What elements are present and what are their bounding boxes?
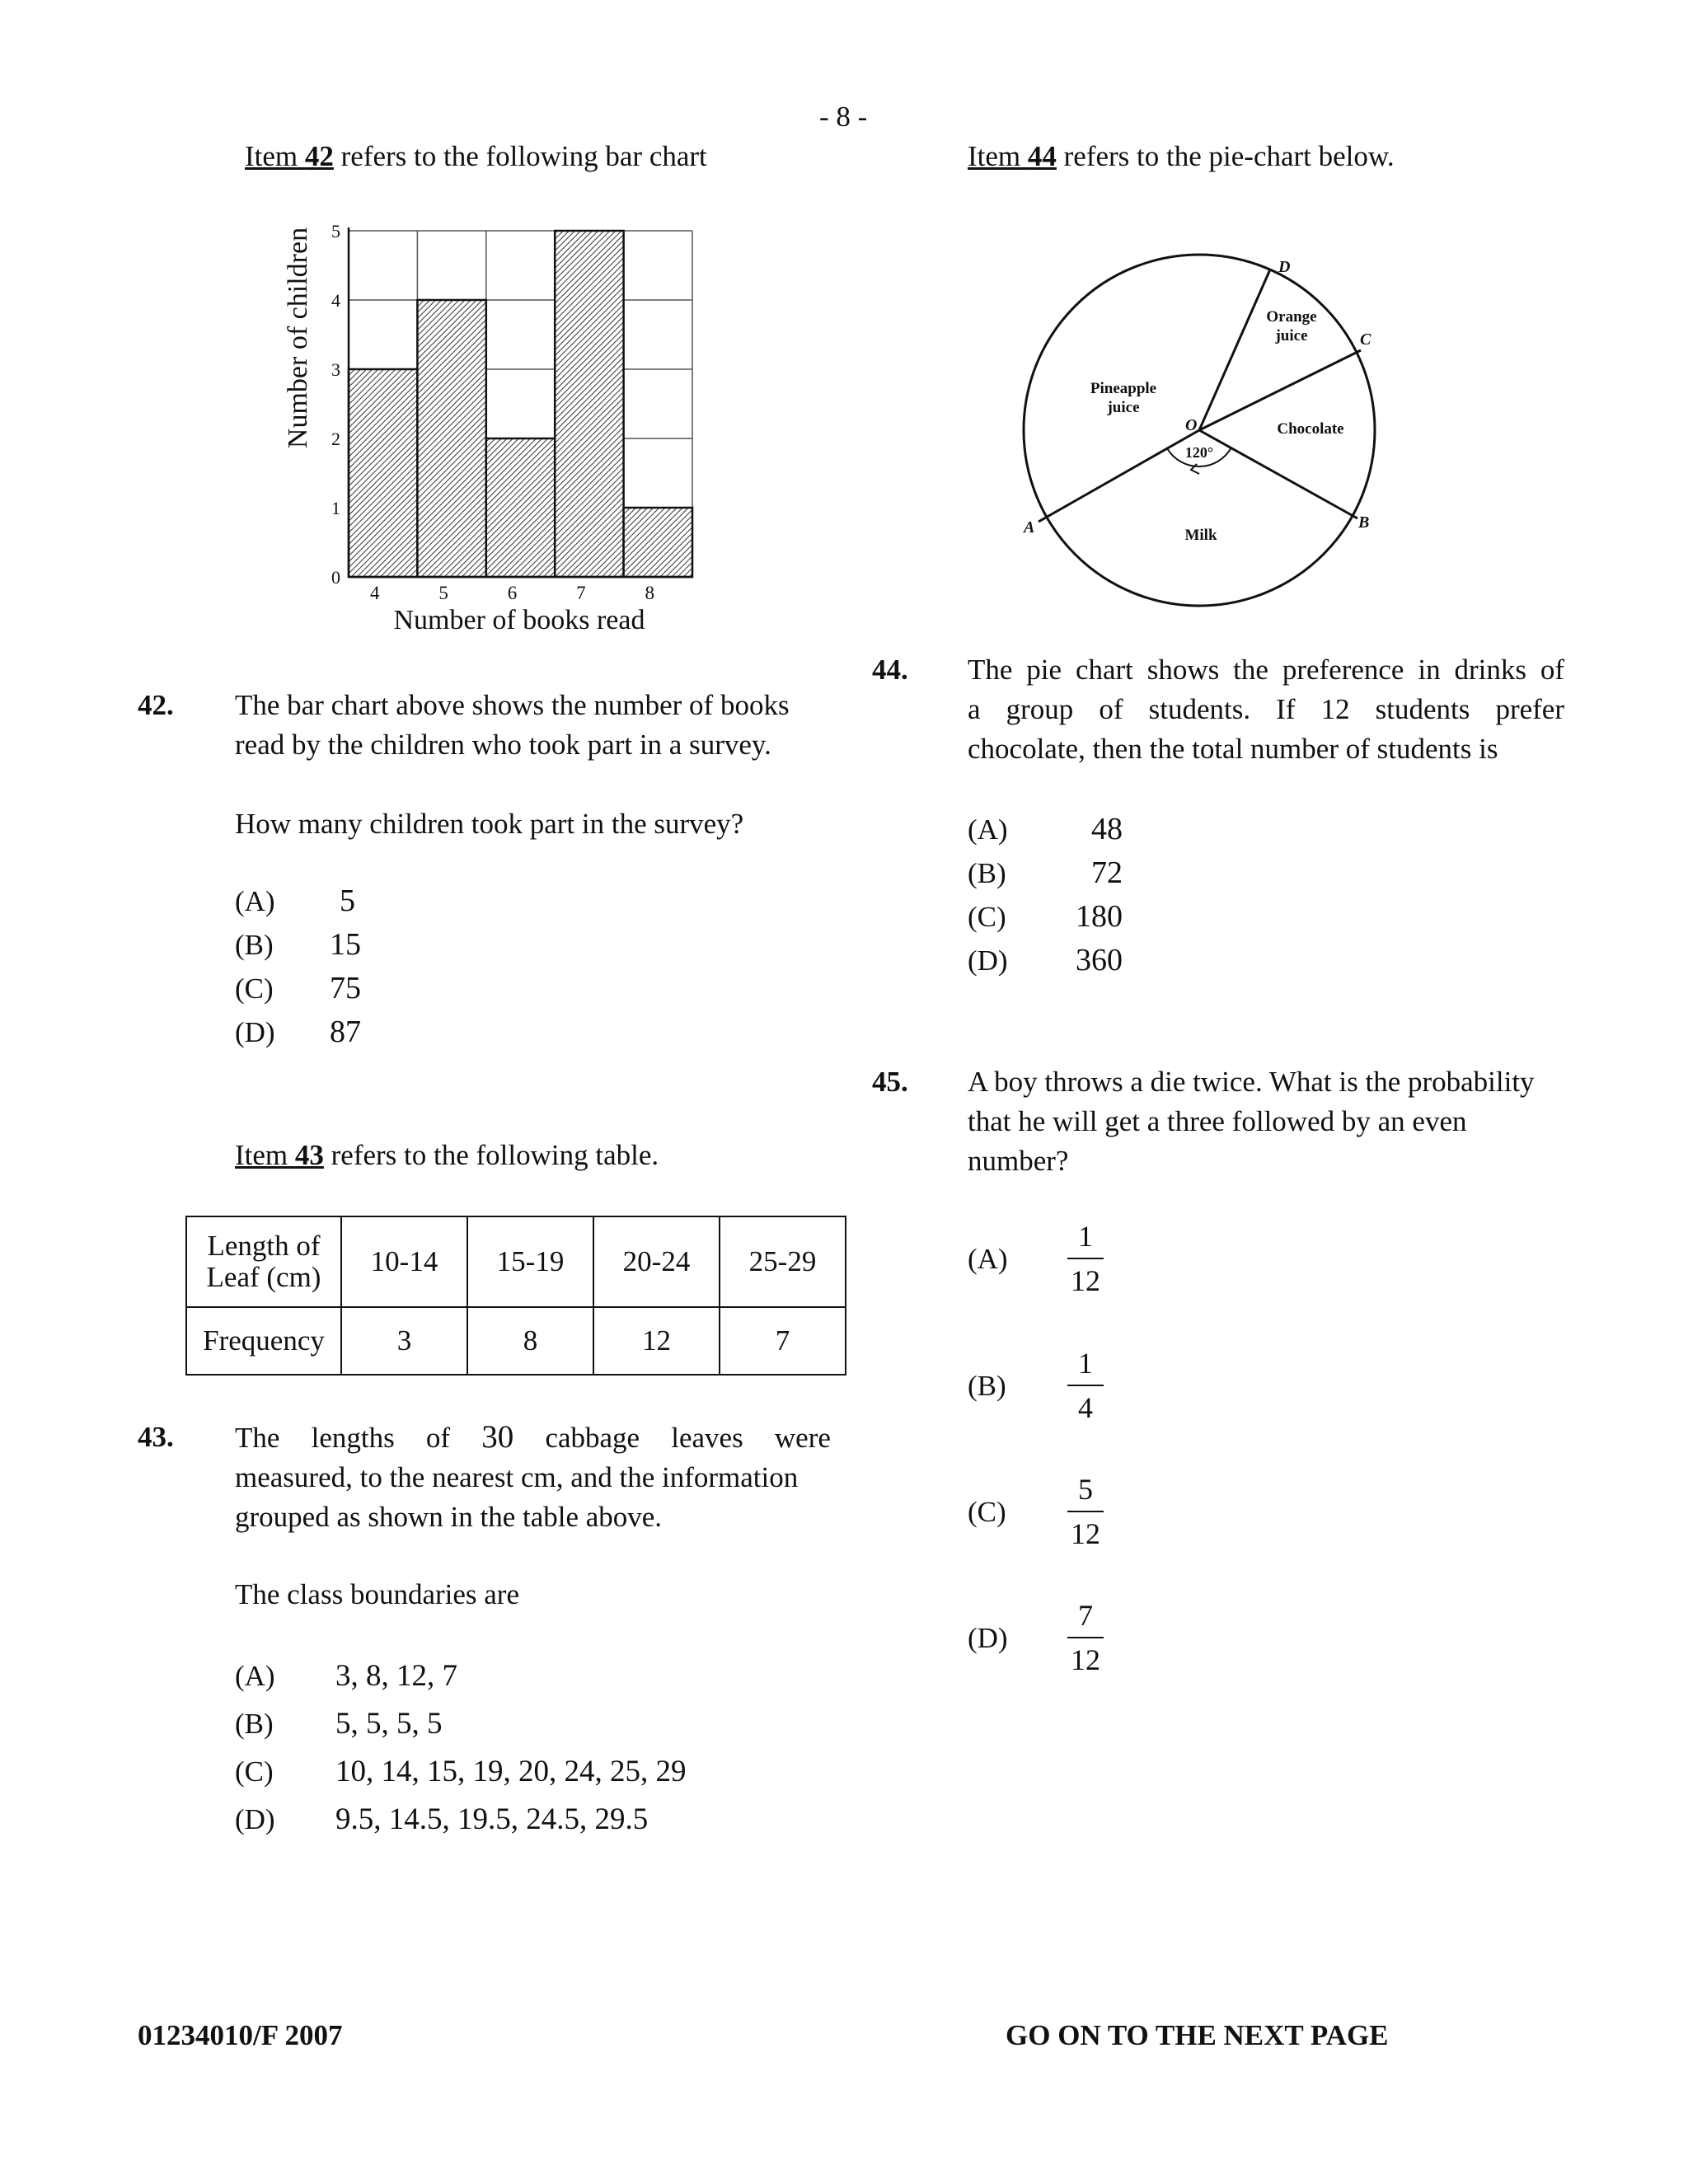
q43-option-a[interactable]: (A) 3, 8, 12, 7 [235, 1659, 457, 1693]
chart-x-ticks [370, 583, 654, 603]
pie-point-b: B [1358, 513, 1370, 532]
pie-point-o: O [1185, 416, 1198, 434]
leaf-table-row-frequency [186, 1307, 846, 1375]
pie-label-orange-2: juice [1275, 327, 1308, 344]
leaf-table-header-frequency: Frequency [186, 1307, 341, 1375]
bar-chart [280, 210, 709, 647]
bar-8 [624, 508, 692, 577]
q45-line3: number? [968, 1145, 1069, 1177]
pie-label-milk: Milk [1184, 527, 1217, 544]
x-tick-label: 7 [576, 583, 586, 603]
q44-option-b[interactable]: (B) 72 [968, 855, 1123, 890]
chart-bars [349, 231, 692, 577]
q45-text [968, 1062, 1578, 1181]
fraction-bar [1067, 1258, 1104, 1259]
pie-point-a: A [1024, 518, 1035, 537]
leaf-table-frequency: 12 [593, 1307, 720, 1375]
pie-radius-od [1199, 269, 1270, 430]
item-42-intro-word: Item 42 [245, 140, 334, 172]
bar-5 [417, 300, 485, 577]
leaf-table-range: 25-29 [720, 1216, 846, 1307]
pie-radius-oa [1039, 430, 1199, 522]
q45-option-d-label[interactable]: (D) [968, 1622, 1008, 1654]
pie-chart [1014, 239, 1385, 626]
q44-text [968, 650, 1564, 769]
q43-line2: measured, to the nearest cm, and the information [235, 1461, 799, 1493]
q42-option-c[interactable]: (C) 75 [235, 971, 361, 1005]
q43-line1: The lengths of 30 cabbage leaves were [235, 1419, 831, 1455]
q44-line1: The pie chart shows the preference in drinks of [968, 654, 1564, 686]
item-44-intro-word: Item 44 [968, 140, 1057, 172]
pie-label-orange-1: Orange [1266, 308, 1317, 326]
q42-option-d[interactable]: (D) 87 [235, 1015, 361, 1049]
item-42-intro: Item 42 refers to the following bar chart [245, 140, 707, 172]
item-43-intro: Item 43 refers to the following table. [235, 1139, 659, 1171]
q44-number: 44. [872, 654, 908, 686]
q43-question: The class boundaries are [235, 1578, 519, 1610]
pie-label-pineapple-1: Pineapple [1090, 380, 1157, 397]
q45-option-c-label[interactable]: (C) [968, 1496, 1006, 1528]
y-tick-label: 5 [331, 221, 340, 241]
leaf-table-row-length [186, 1216, 846, 1307]
q43-number: 43. [138, 1421, 174, 1453]
q42-question: How many children took part in the survey? [235, 808, 744, 840]
q42-option-a[interactable]: (A) 5 [235, 883, 355, 918]
x-tick-label: 8 [645, 583, 655, 603]
page-number: - 8 - [819, 101, 868, 133]
q45-option-a-fraction[interactable]: 1 12 [1061, 1218, 1110, 1299]
leaf-table-range: 10-14 [341, 1216, 467, 1307]
leaf-table-header-length: Length of Leaf (cm) [186, 1216, 341, 1307]
q45-option-a-label[interactable]: (A) [968, 1243, 1008, 1275]
item-44-intro: Item 44 refers to the pie-chart below. [968, 140, 1395, 172]
q44-line2: a group of students. If 12 students prefer [968, 693, 1564, 725]
y-tick-label: 0 [331, 567, 340, 588]
leaf-table-range: 15-19 [467, 1216, 593, 1307]
bar-6 [486, 438, 555, 577]
q42-line1: The bar chart above shows the number of books [235, 689, 790, 721]
q44-option-d[interactable]: (D) 360 [968, 943, 1123, 977]
leaf-table [185, 1216, 846, 1376]
q45-option-b-label[interactable]: (B) [968, 1370, 1006, 1402]
pie-label-angle: 120° [1184, 444, 1214, 461]
y-tick-label: 3 [331, 359, 340, 380]
pie-radius-ob [1199, 430, 1357, 518]
q45-option-c-fraction[interactable]: 5 12 [1061, 1471, 1110, 1552]
pie-label-pineapple-2: juice [1107, 399, 1140, 416]
q42-text [235, 686, 845, 765]
q45-option-b-fraction[interactable]: 1 4 [1061, 1345, 1110, 1426]
footer-next-page: GO ON TO THE NEXT PAGE [1006, 2019, 1389, 2051]
fraction-bar [1067, 1385, 1104, 1386]
q42-line2: read by the children who took part in a survey. [235, 729, 771, 761]
x-tick-label: 6 [507, 583, 518, 603]
y-tick-label: 4 [331, 290, 340, 311]
item-43-intro-word: Item 43 [235, 1139, 324, 1171]
pie-label-chocolate: Chocolate [1277, 420, 1344, 438]
q43-option-c[interactable]: (C) 10, 14, 15, 19, 20, 24, 25, 29 [235, 1755, 687, 1788]
leaf-table-frequency: 8 [467, 1307, 593, 1375]
chart-y-label: Number of children [283, 227, 313, 449]
leaf-table-range: 20-24 [593, 1216, 720, 1307]
q43-text [235, 1418, 831, 1537]
leaf-table-frequency: 3 [341, 1307, 467, 1375]
q42-number: 42. [138, 689, 174, 721]
q43-options [235, 1652, 687, 1844]
x-tick-label: 4 [369, 583, 380, 603]
q44-option-a[interactable]: (A) 48 [968, 812, 1123, 846]
x-tick-label: 5 [438, 583, 448, 603]
y-tick-label: 2 [331, 429, 340, 449]
fraction-bar [1067, 1511, 1104, 1512]
q43-line3: grouped as shown in the table above. [235, 1501, 663, 1533]
pie-point-d: D [1278, 258, 1291, 276]
q43-option-b[interactable]: (B) 5, 5, 5, 5 [235, 1707, 443, 1741]
fraction-bar [1067, 1637, 1104, 1638]
chart-y-ticks [331, 221, 340, 588]
q44-option-c[interactable]: (C) 180 [968, 899, 1123, 934]
q45-number: 45. [872, 1066, 908, 1098]
q45-line2: that he will get a three followed by an even [968, 1105, 1467, 1137]
q42-option-b[interactable]: (B) 15 [235, 927, 361, 962]
footer-paper-code: 01234010/F 2007 [138, 2019, 343, 2051]
y-tick-label: 1 [331, 498, 340, 518]
bar-7 [555, 231, 623, 577]
q45-option-d-fraction[interactable]: 7 12 [1061, 1597, 1110, 1678]
bar-4 [349, 369, 417, 577]
chart-x-label: Number of books read [393, 605, 645, 635]
q44-line3: chocolate, then the total number of students is [968, 733, 1498, 765]
leaf-table-frequency: 7 [720, 1307, 846, 1375]
pie-point-c: C [1360, 330, 1372, 349]
pie-radius-oc [1199, 350, 1361, 430]
q43-option-d[interactable]: (D) 9.5, 14.5, 19.5, 24.5, 29.5 [235, 1802, 649, 1836]
q44-options [968, 808, 1123, 982]
q45-line1: A boy throws a die twice. What is the probability [968, 1066, 1535, 1098]
q42-options [235, 879, 361, 1054]
